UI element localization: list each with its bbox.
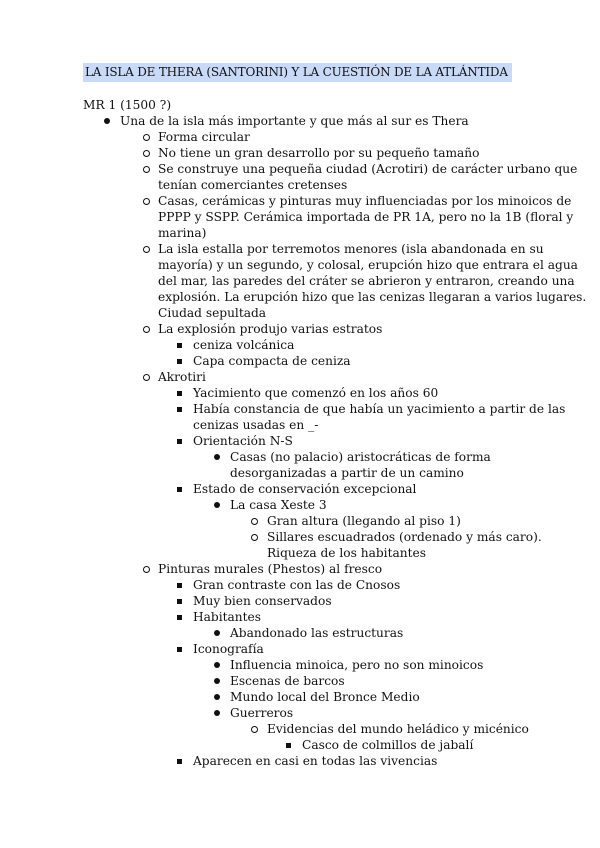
disc-bullet-icon [214,625,220,636]
list-item-continuation: mayoría) y un segundo, y colosal, erupción hizo que entrara el agua [158,258,578,272]
circle-bullet-icon [251,513,258,525]
section-heading: MR 1 (1500 ?) [83,98,172,112]
circle-bullet-icon [143,129,150,141]
circle-bullet-icon [143,145,150,157]
square-bullet-icon [177,337,182,348]
disc-bullet-icon [214,449,220,460]
list-item: Evidencias del mundo heládico y micénico [267,722,529,736]
list-item: Casas (no palacio) aristocráticas de forma [230,450,491,464]
list-item: La isla estalla por terremotos menores (isla abandonada en su [158,242,544,256]
list-item: La casa Xeste 3 [230,498,327,512]
square-bullet-icon [177,577,182,588]
list-item: Habitantes [193,610,261,624]
list-item: ceniza volcánica [193,338,295,352]
list-item: No tiene un gran desarrollo por su pequeño tamaño [158,146,480,160]
list-item: Estado de conservación excepcional [193,482,417,496]
list-item: Iconografía [193,642,264,656]
list-item: Aparecen en casi en todas las vivencias [193,754,438,768]
square-bullet-icon [177,753,182,764]
list-item-continuation: cenizas usadas en _- [193,418,319,432]
square-bullet-icon [177,401,182,412]
document-title: LA ISLA DE THERA (SANTORINI) Y LA CUESTIÓN DE LA ATLÁNTIDA [83,63,512,82]
list-item: Escenas de barcos [230,674,345,688]
list-item: Akrotiri [158,370,206,384]
list-item-continuation: PPPP y SSPP. Cerámica importada de PR 1A, pero no la 1B (floral y [158,210,574,224]
list-item: Influencia minoica, pero no son minoicos [230,658,484,672]
list-item-continuation: Riqueza de los habitantes [267,546,426,560]
circle-bullet-icon [143,193,150,205]
disc-bullet-icon [214,689,220,700]
list-item: Sillares escuadrados (ordenado y más caro). [267,530,542,544]
list-item: Yacimiento que comenzó en los años 60 [193,386,439,400]
list-item-continuation: tenían comerciantes cretenses [158,178,348,192]
square-bullet-icon [177,609,182,620]
list-item: Una de la isla más importante y que más al sur es Thera [120,114,469,128]
list-item-continuation: explosión. La erupción hizo que las cenizas llegaran a varios lugares. [158,290,587,304]
list-item: Pinturas murales (Phestos) al fresco [158,562,383,576]
list-item: La explosión produjo varias estratos [158,322,383,336]
circle-bullet-icon [143,561,150,573]
list-item-continuation: Ciudad sepultada [158,306,267,320]
square-bullet-icon [177,433,182,444]
list-item: Capa compacta de ceniza [193,354,351,368]
list-item: Casas, cerámicas y pinturas muy influenciadas por los minoicos de [158,194,572,208]
circle-bullet-icon [143,321,150,333]
list-item: Guerreros [230,706,294,720]
circle-bullet-icon [143,369,150,381]
list-item: Forma circular [158,130,250,144]
square-bullet-icon [177,481,182,492]
circle-bullet-icon [251,529,258,541]
list-item: Abandonado las estructuras [230,626,404,640]
list-item-continuation: del mar, las paredes del cráter se abrieron y entraron, creando una [158,274,575,288]
list-item: Casco de colmillos de jabalí [302,738,474,752]
circle-bullet-icon [143,161,150,173]
list-item: Había constancia de que había un yacimiento a partir de las [193,402,566,416]
list-item-continuation: marina) [158,226,207,240]
list-item: Gran altura (llegando al piso 1) [267,514,461,528]
disc-bullet-icon [214,705,220,716]
list-item: Se construye una pequeña ciudad (Acrotiri) de carácter urbano que [158,162,578,176]
circle-bullet-icon [251,721,258,733]
list-item: Mundo local del Bronce Medio [230,690,420,704]
list-item: Gran contraste con las de Cnosos [193,578,401,592]
square-bullet-icon [177,593,182,604]
disc-bullet-icon [104,113,110,124]
list-item: Muy bien conservados [193,594,332,608]
list-item: Orientación N-S [193,434,293,448]
square-bullet-icon [177,641,182,652]
disc-bullet-icon [214,657,220,668]
disc-bullet-icon [214,673,220,684]
square-bullet-icon [177,353,182,364]
list-item-continuation: desorganizadas a partir de un camino [230,466,464,480]
circle-bullet-icon [143,241,150,253]
square-bullet-icon [286,737,291,748]
disc-bullet-icon [214,497,220,508]
square-bullet-icon [177,385,182,396]
